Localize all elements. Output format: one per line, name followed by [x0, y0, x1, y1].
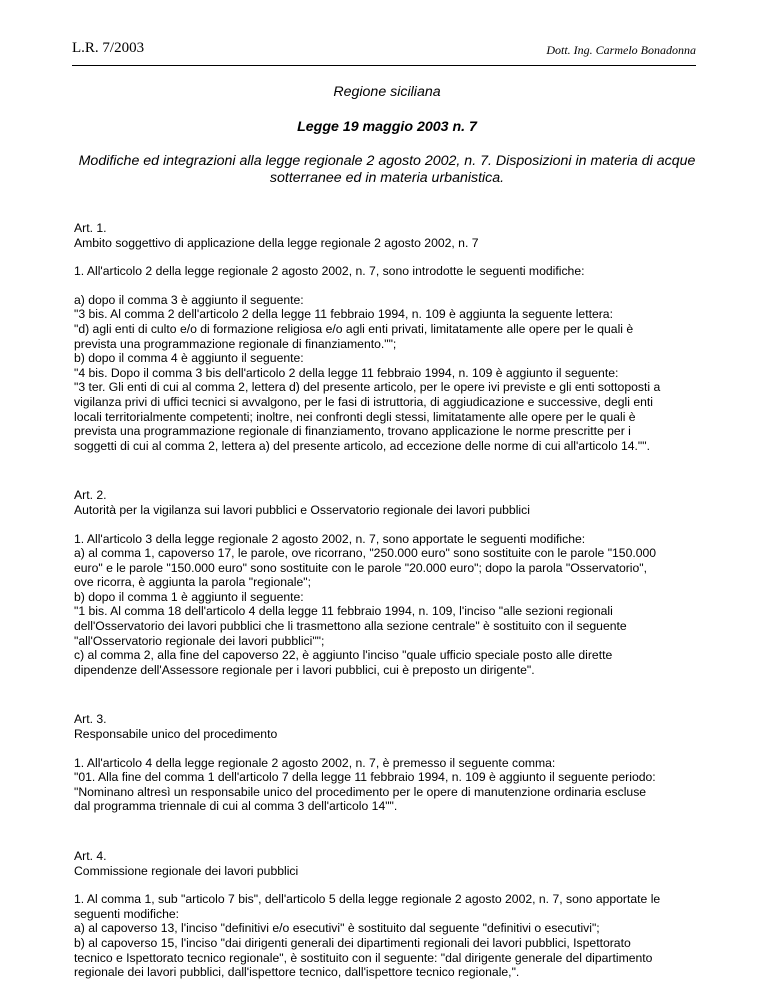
header-author: Dott. Ing. Carmelo Bonadonna	[546, 43, 696, 57]
text-line: b) dopo il comma 4 è aggiunto il seguente:	[74, 351, 304, 366]
text-line: dipendenze dell'Assessore regionale per i lavori pubblici, cui è preposto un dirigente".	[74, 662, 535, 677]
text-line: vigilanza privi di uffici tecnici si avvalgono, per le fasi di istruttoria, di aggiudicazione e successive, degli enti	[74, 394, 653, 409]
text-line: tecnico e Ispettorato tecnico regionale", è sostituito con il seguente: "dal dirigente generale del dipartimento	[74, 950, 653, 965]
text-line: c) al comma 2, alla fine del capoverso 22, è aggiunto l'inciso "quale ufficio speciale posto alle dirette	[74, 648, 613, 663]
article-2	[74, 488, 700, 677]
text-line: a) al comma 1, capoverso 17, le parole, ove ricorrano, "250.000 euro" sono sostituite con le parole "150.000	[74, 546, 657, 561]
article-paragraph	[74, 293, 700, 454]
text-line: "Nominano altresì un responsabile unico del procedimento per le opere di manutenzione ordinaria escluse	[74, 784, 647, 799]
article-3	[74, 712, 700, 814]
article-number: Art. 2.	[74, 488, 107, 503]
text-line: "3 ter. Gli enti di cui al comma 2, lettera d) del presente articolo, per le opere ivi previste e gli enti sottoposti a	[74, 380, 661, 395]
article-heading: Commissione regionale dei lavori pubblici	[74, 863, 299, 878]
header-law-ref: L.R. 7/2003	[72, 40, 145, 56]
text-line: locali territorialmente competenti; inoltre, nei confronti degli stessi, limitatamente alle opere per le quali è	[74, 409, 636, 424]
text-line: a) al capoverso 13, l'inciso "definitivi e/o esecutivi" è sostituito dal seguente "definitivi o esecutivi";	[74, 921, 600, 936]
text-line: ove ricorra, è aggiunta la parola "regionale";	[74, 575, 311, 590]
article-heading: Autorità per la vigilanza sui lavori pubblici e Osservatorio regionale dei lavori pubblici	[74, 502, 530, 517]
article-4	[74, 849, 700, 980]
text-line: euro" e le parole "150.000 euro" sono sostituite con le parole "20.000 euro"; dopo la parola "Osservatorio",	[74, 560, 647, 575]
article-paragraph	[74, 264, 700, 279]
article-number: Art. 3.	[74, 712, 107, 727]
text-line: "d) agli enti di culto e/o di formazione religiosa e/o agli enti privati, limitatamente alle opere per le quali è	[74, 321, 634, 336]
header-rule	[72, 65, 696, 66]
text-line: b) dopo il comma 1 è aggiunto il seguente:	[74, 589, 304, 604]
law-title: Legge 19 maggio 2003 n. 7	[297, 119, 477, 135]
text-line: "1 bis. Al comma 18 dell'articolo 4 della legge 11 febbraio 1994, n. 109, l'inciso "alle sezioni regionali	[74, 604, 613, 619]
document-body	[74, 82, 700, 980]
text-line: a) dopo il comma 3 è aggiunto il seguente:	[74, 292, 304, 307]
text-line: 1. All'articolo 3 della legge regionale 2 agosto 2002, n. 7, sono apportate le seguenti modifiche:	[74, 531, 586, 546]
law-subtitle	[74, 153, 700, 187]
text-line: prevista una programmazione regionale di finanziamento."";	[74, 336, 397, 351]
article-paragraph	[74, 756, 700, 814]
article-paragraph	[74, 892, 700, 980]
region-title: Regione siciliana	[333, 84, 441, 100]
text-line: b) al capoverso 15, l'inciso "dai dirigenti generali dei dipartimenti regionali dei lavori pubblici, Ispettorato	[74, 935, 631, 950]
article-number: Art. 1.	[74, 221, 107, 235]
text-line: prevista una programmazione regionale di finanziamento, trovano applicazione le norme prescritte per i	[74, 424, 631, 439]
text-line: dal programma triennale di cui al comma 3 dell'articolo 14"".	[74, 799, 398, 814]
article-number: Art. 4.	[74, 849, 107, 863]
text-line: "3 bis. Al comma 2 dell'articolo 2 della legge 11 febbraio 1994, n. 109 è aggiunta la seguente lettera:	[74, 307, 613, 322]
text-line: soggetti di cui al comma 2, lettera a) del presente articolo, ad eccezione delle norme di cui all'articolo 14."".	[74, 438, 650, 453]
article-1	[74, 221, 700, 453]
text-line: regionale dei lavori pubblici, dall'ispettore tecnico, dall'ispettore tecnico regionale,".	[74, 965, 520, 980]
article-heading: Responsabile unico del procedimento	[74, 727, 278, 742]
text-line: "01. Alla fine del comma 1 dell'articolo 7 della legge 11 febbraio 1994, n. 109 è aggiunto il seguente periodo:	[74, 770, 656, 785]
text-line: "4 bis. Dopo il comma 3 bis dell'articolo 2 della legge 11 febbraio 1994, n. 109 è aggiunto il seguente:	[74, 365, 619, 380]
article-heading: Ambito soggettivo di applicazione della legge regionale 2 agosto 2002, n. 7	[74, 235, 479, 250]
text-line: "all'Osservatorio regionale dei lavori pubblici"";	[74, 633, 325, 648]
law-subtitle-line: sotterranee ed in materia urbanistica.	[269, 170, 505, 186]
text-line: 1. Al comma 1, sub "articolo 7 bis", dell'articolo 5 della legge regionale 2 agosto 2002, n. 7, sono apportate le	[74, 892, 661, 907]
article-paragraph	[74, 532, 700, 678]
text-line: seguenti modifiche:	[74, 906, 180, 921]
law-subtitle-line: Modifiche ed integrazioni alla legge regionale 2 agosto 2002, n. 7. Disposizioni in materia di acque	[78, 153, 696, 169]
text-line: 1. All'articolo 4 della legge regionale 2 agosto 2002, n. 7, è premesso il seguente comma:	[74, 755, 556, 770]
text-line: dell'Osservatorio dei lavori pubblici che li trasmettono alla sezione centrale" è sostituito con il seguente	[74, 619, 627, 634]
text-line: 1. All'articolo 2 della legge regionale 2 agosto 2002, n. 7, sono introdotte le seguenti modifiche:	[74, 264, 585, 279]
